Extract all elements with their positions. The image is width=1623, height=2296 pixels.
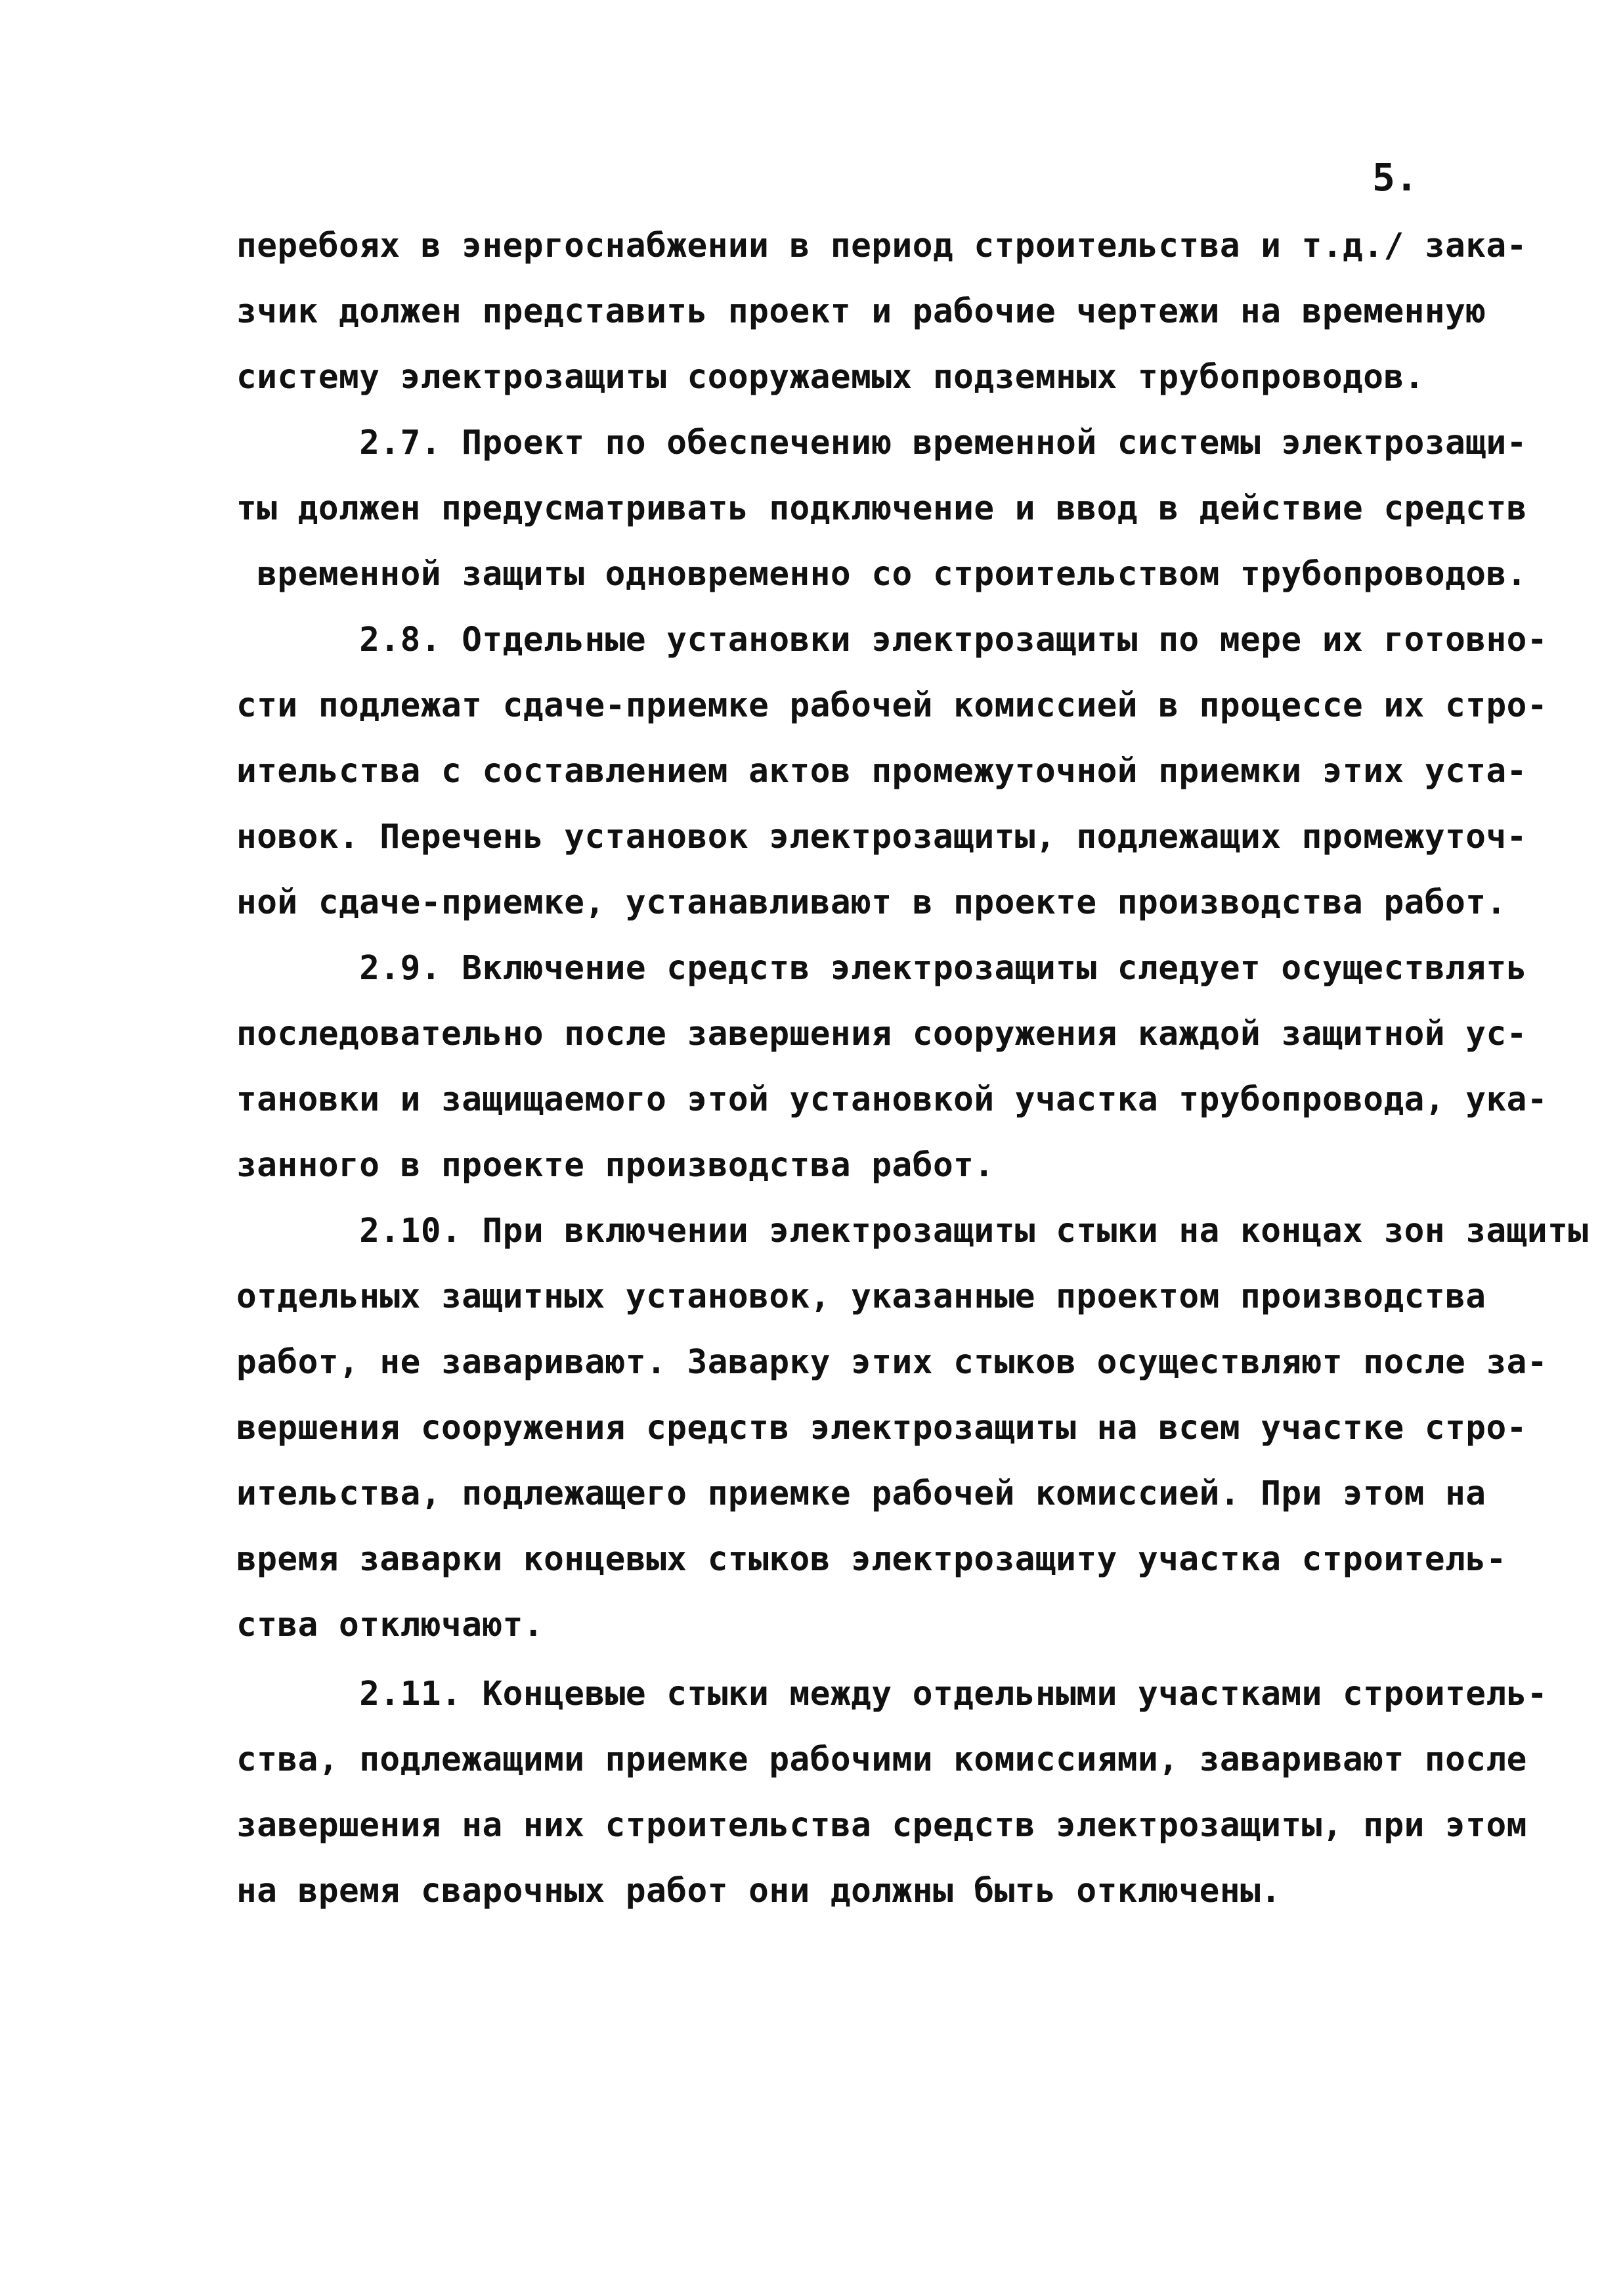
paragraph-2-9: 2.9. Включение средств электрозащиты следует осуществлять последовательно после завершения сооружения каждой защитной ус- тановки и защищаемого этой установкой участка трубопровода, ука- занного в проекте производства работ. [236, 949, 1548, 1185]
paragraph-2-8: 2.8. Отдельные установки электрозащиты по мере их готовно- сти подлежат сдаче-приемке рабочей комиссией в процессе их стро- ительства с составлением актов промежуточной приемки этих уста- новок. Перечень установок электрозащиты, подлежащих промежуточ- ной сдаче-приемке, устанавливают в проекте производства работ. [236, 621, 1548, 922]
page-number: 5. [1372, 155, 1418, 200]
paragraph-intro-continuation: перебоях в энергоснабжении в период строительства и т.д./ зака- зчик должен представить проект и рабочие чертежи на временную систему электрозащиты сооружаемых подземных трубопроводов. [236, 227, 1527, 397]
paragraph-2-11: 2.11. Концевые стыки между отдельными участками строитель- ства, подлежащими приемке рабочими комиссиями, заваривают после завершения на них строительства средств электрозащиты, при этом на время сварочных работ они должны быть отключены. [236, 1675, 1548, 1910]
paragraph-2-7: 2.7. Проект по обеспечению временной системы электрозащи- ты должен предусматривать подключение и ввод в действие средств временной защиты одновременно со строительством трубопроводов. [236, 424, 1527, 594]
paragraph-2-10: 2.10. При включении электрозащиты стыки на концах зон защиты отдельных защитных установок, указанные проектом производства работ, не заваривают. Заварку этих стыков осуществляют после за- вершения сооружения средств электрозащиты на всем участке стро- ительства, подлежащего приемке рабочей комиссией. При этом на время заварки концевых стыков электрозащиту участка строитель- ства отключают. [236, 1212, 1589, 1645]
